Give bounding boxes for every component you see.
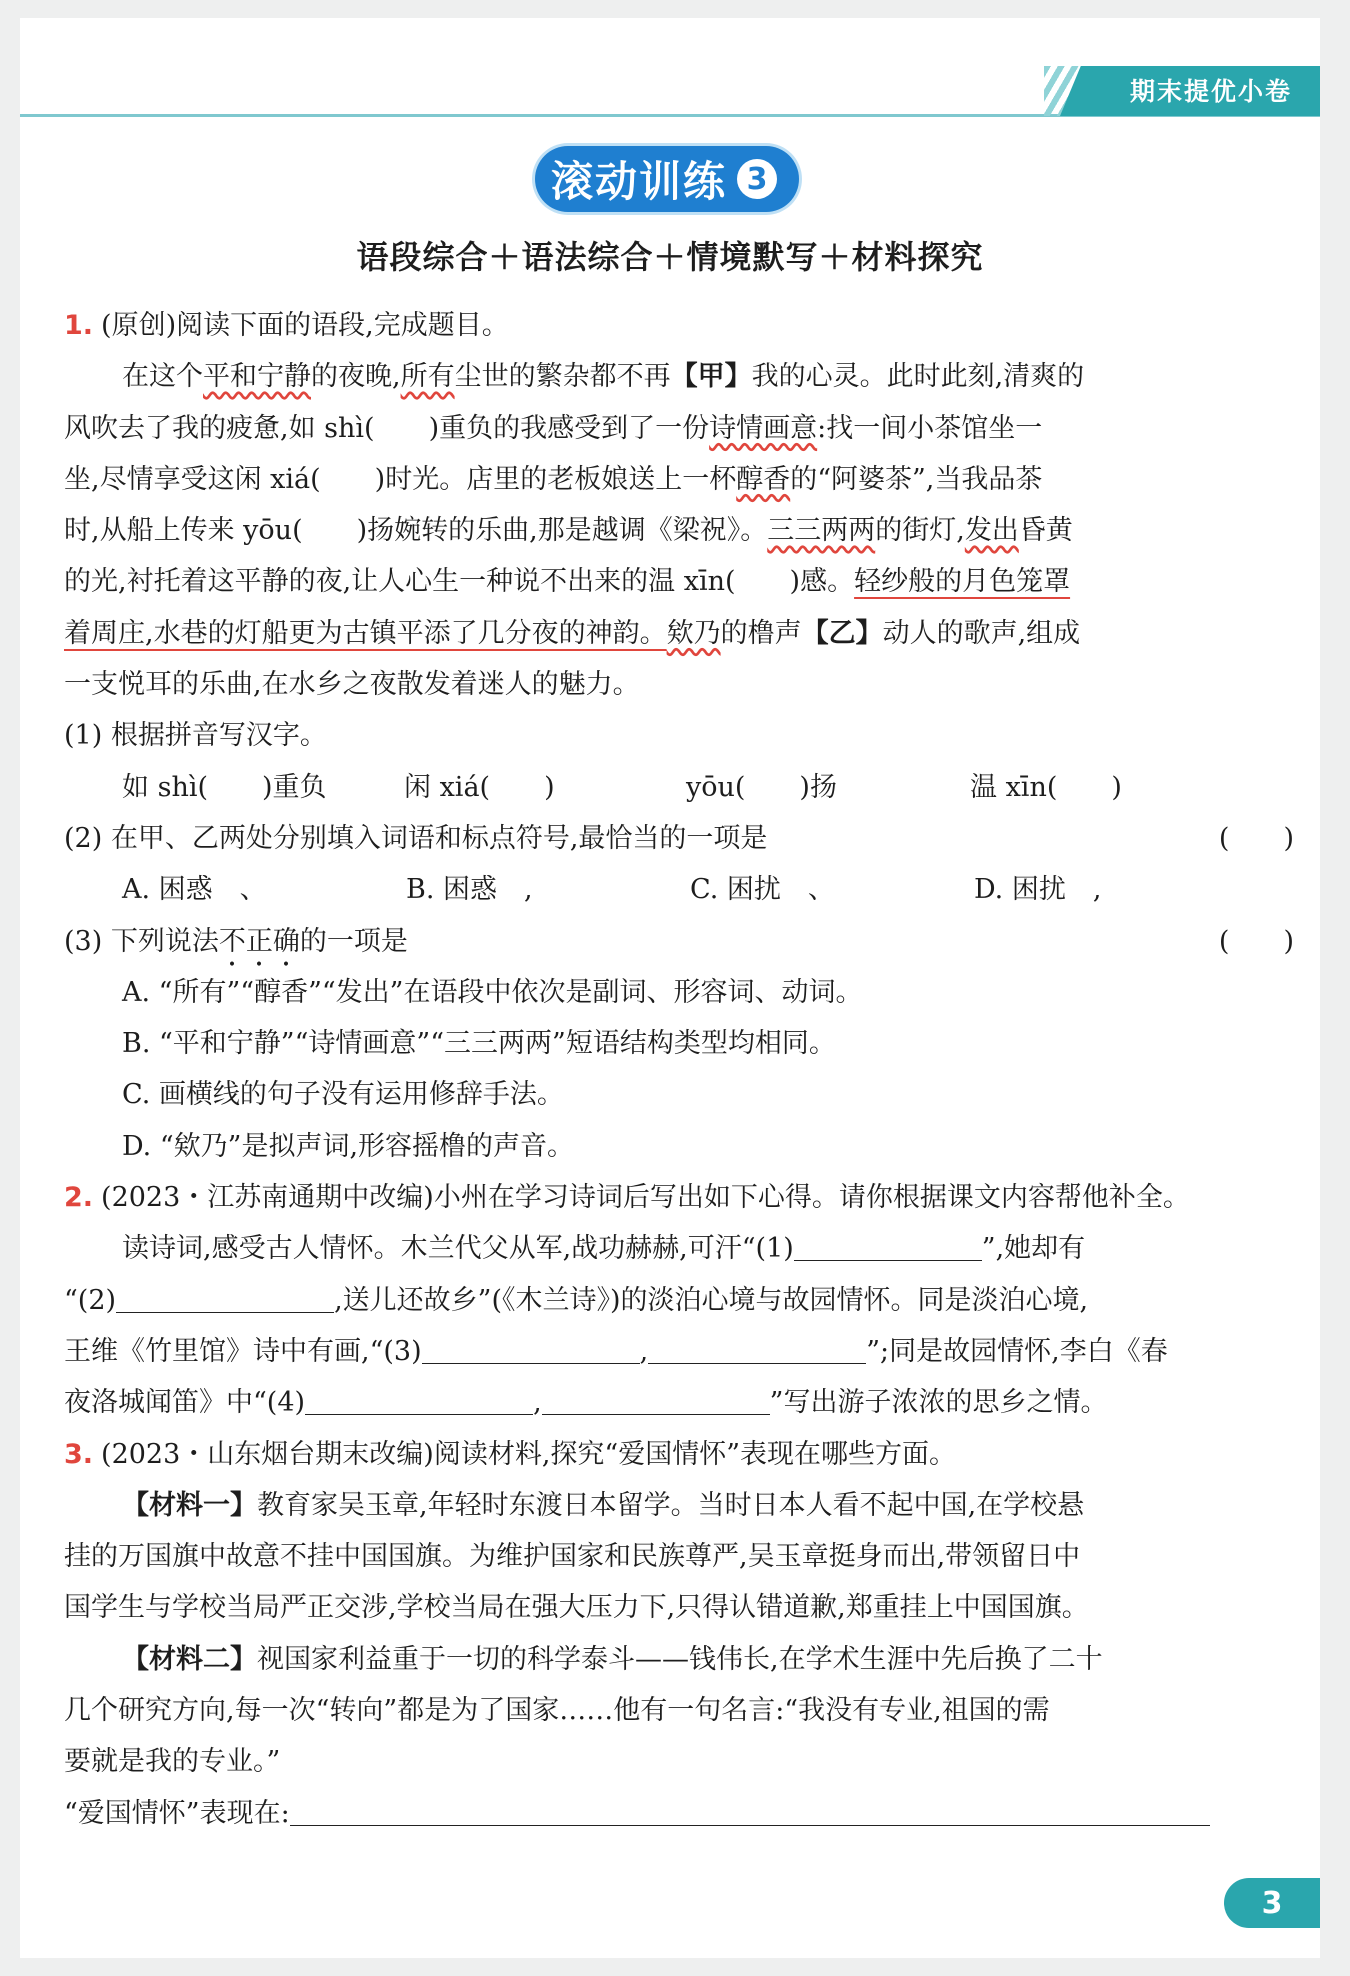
wavy-underlined-word: 欸乃 [666,617,721,649]
passage-text: 在这个 [122,361,203,393]
q1-stem [64,300,1298,351]
wavy-underlined-word: 诗情画意 [709,412,818,444]
material-2-label: 【材料二】 [122,1643,257,1675]
answer-blank[interactable] [290,1795,1210,1826]
q2-line [64,1223,1298,1274]
material-line: 要就是我的专业。” [64,1746,281,1778]
section-title-text: 滚动训练 [551,157,728,206]
passage-text: 时,从船上传来 yōu( )扬婉转的乐曲,那是越调《梁祝》。 [64,515,768,547]
material-text: 视国家利益重于一切的科学泰斗——钱伟长,在学术生涯中先后换了二十 [257,1643,1103,1675]
answer-line [64,1788,1298,1839]
material-line [64,1480,1298,1531]
q2-line [64,1275,1298,1326]
q2-number: 2. [64,1182,94,1214]
questions [64,300,1298,1839]
emphasis-dots-text: 不正确 [218,925,300,957]
option-d[interactable]: D. 困扰 , [974,874,1102,906]
answer-parentheses[interactable]: ( ) [1218,925,1294,957]
passage-text: 昏黄 [1018,515,1073,547]
material-text: 教育家吴玉章,年轻时东渡日本留学。当时日本人看不起中国,在学校悬 [257,1489,1085,1521]
fill-blank-4b[interactable] [542,1384,770,1415]
q2-text: 读诗词,感受古人情怀。木兰代父从军,战功赫赫,可汗“(1) [122,1233,794,1265]
q2-line [64,1377,1298,1428]
wavy-underlined-word: 平和宁静 [203,361,311,393]
wavy-underlined-word: 所有 [400,361,455,393]
passage-line [64,505,1298,556]
material-line: 国学生与学校当局严正交涉,学校当局在强大压力下,只得认错道歉,郑重挂上中国国旗。 [64,1592,1089,1624]
passage-line [64,403,1298,454]
q2-stem-text: (2023・江苏南通期中改编)小州在学习诗词后写出如下心得。请你根据课文内容帮他补全。 [101,1182,1190,1214]
q1-sub2-stem [64,813,1298,864]
wavy-underlined-word: 三三两两 [767,515,876,547]
pinyin-item[interactable]: 如 shì( )重负 [122,771,327,803]
q1-stem-text: (原创)阅读下面的语段,完成题目。 [101,310,509,341]
fill-blank-1[interactable] [794,1230,982,1261]
passage-text: 的夜晚, [311,361,401,393]
passage-text: 一支悦耳的乐曲,在水乡之夜散发着迷人的魅力。 [64,669,640,701]
q1-sub1-items [64,762,1298,813]
wavy-underlined-word: 醇香 [736,463,791,495]
passage-text: 动人的歌声,组成 [882,617,1081,649]
passage-text: 的“阿婆茶”,当我品茶 [790,463,1043,495]
material-line [64,1634,1298,1685]
q2-line [64,1326,1298,1377]
blank-marker-jia: 【甲】 [670,361,752,393]
passage-text: 尘世的繁杂都不再 [454,361,671,393]
fill-blank-2[interactable] [116,1282,334,1313]
material-line: 挂的万国旗中故意不挂中国国旗。为维护国家和民族尊严,吴玉章挺身而出,带领留日中 [64,1541,1081,1573]
passage-line [64,659,1298,710]
option-b[interactable]: B. “平和宁静”“诗情画意”“三三两两”短语结构类型均相同。 [122,1028,836,1060]
option-a[interactable]: A. “所有”“醇香”“发出”在语段中依次是副词、形容词、动词。 [122,976,863,1008]
passage-text: 的橹声 [720,617,802,649]
q1-sub3-text: (3) 下列说法 [64,925,219,957]
fill-blank-4a[interactable] [305,1384,533,1415]
answer-label: “爱国情怀”表现在: [64,1797,290,1829]
q2-text: “(2) [64,1284,117,1316]
q1-number: 1. [64,310,94,341]
section-number-badge: 3 [737,159,777,199]
page-number: 3 [1224,1878,1320,1928]
answer-parentheses[interactable]: ( ) [1218,822,1294,854]
q2-text: 夜洛城闻笛》中“(4) [64,1387,306,1419]
worksheet-page [20,18,1320,1958]
fill-blank-3b[interactable] [648,1333,866,1364]
q2-stem [64,1172,1298,1223]
underlined-sentence: 着周庄,水巷的灯船更为古镇平添了几分夜的神韵。 [64,617,667,649]
option-c[interactable]: C. 画横线的句子没有运用修辞手法。 [122,1079,564,1111]
q2-text: ”;同是故园情怀,李白《春 [866,1335,1168,1367]
pinyin-item[interactable]: yōu( )扬 [686,771,837,803]
option-c[interactable]: C. 困扰 、 [690,874,835,906]
q1-sub3-stem [64,916,1298,967]
passage-text: 我的心灵。此时此刻,清爽的 [751,361,1085,393]
pinyin-item[interactable]: 闲 xiá( ) [404,771,555,803]
q3-stem [64,1429,1298,1480]
q1-sub1-stem: (1) 根据拼音写汉字。 [64,720,327,752]
q3-number: 3. [64,1438,94,1470]
fill-blank-3a[interactable] [422,1333,640,1364]
header-tab-label: 期末提优小卷 [1129,77,1292,106]
underlined-sentence: 轻纱般的月色笼罩 [854,566,1071,598]
q1-sub2-options [64,864,1298,915]
q2-text: , [533,1387,542,1419]
passage-text: 坐,尽情享受这闲 xiá( )时光。店里的老板娘送上一杯 [64,463,737,495]
passage-text: 风吹去了我的疲惫,如 shì( )重负的我感受到了一份 [64,412,710,444]
passage-text: 的光,衬托着这平静的夜,让人心生一种说不出来的温 xīn( )感。 [64,566,855,598]
q2-text: 王维《竹里馆》诗中有画,“(3) [64,1335,422,1367]
section-subtitle: 语段综合＋语法综合＋情境默写＋材料探究 [356,238,984,276]
section-title [535,146,799,212]
passage-text: :找一间小茶馆坐一 [817,412,1043,444]
passage-line [64,608,1298,659]
q2-text: ”写出游子浓浓的思乡之情。 [769,1387,1108,1419]
q2-text: ”,她却有 [981,1233,1086,1265]
material-line: 几个研究方向,每一次“转向”都是为了国家……他有一句名言:“我没有专业,祖国的需 [64,1695,1050,1727]
q1-sub2-text: (2) 在甲、乙两处分别填入词语和标点符号,最恰当的一项是 [64,822,768,854]
option-b[interactable]: B. 困惑 , [406,874,533,906]
passage-line [64,556,1298,607]
passage-line [64,454,1298,505]
q2-text: ,送儿还故乡”(《木兰诗》)的淡泊心境与故园情怀。同是淡泊心境, [334,1284,1089,1316]
wavy-underlined-word: 发出 [964,515,1019,547]
pinyin-item[interactable]: 温 xīn( ) [970,771,1122,803]
q1-sub3-text: 的一项是 [299,925,408,957]
passage-line [64,351,1298,402]
q2-text: , [639,1335,649,1367]
option-d[interactable]: D. “欸乃”是拟声词,形容摇橹的声音。 [122,1130,575,1162]
blank-marker-yi: 【乙】 [801,617,883,649]
option-a[interactable]: A. 困惑 、 [122,874,267,906]
q3-stem-text: (2023・山东烟台期末改编)阅读材料,探究“爱国情怀”表现在哪些方面。 [101,1438,957,1470]
passage-text: 的街灯, [875,515,965,547]
material-1-label: 【材料一】 [122,1489,257,1521]
